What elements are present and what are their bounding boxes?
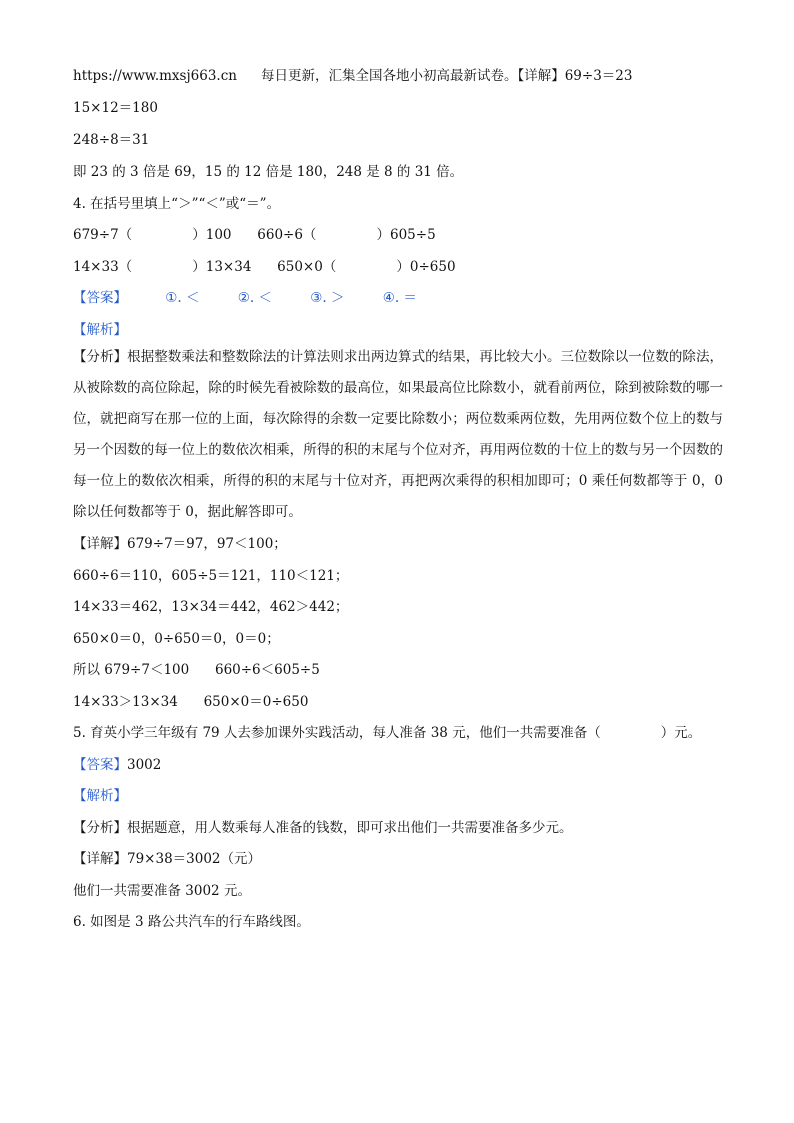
q4-answer-1: ①. ＜ [165, 290, 200, 306]
q3-calc-2: 15×12＝180 [73, 100, 158, 116]
q4-answer-row [73, 289, 417, 307]
q4-detail-4: 650×0＝0，0÷650＝0，0＝0； [73, 631, 280, 647]
q5-answer-row [73, 756, 161, 774]
q3-calc-3: 248÷8＝31 [73, 132, 150, 148]
q5-analysis-text: 【分析】根据题意，用人数乘每人准备的钱数，即可求出他们一共需要准备多少元。 [73, 820, 573, 836]
q4-answer-3: ③. ＞ [310, 290, 345, 306]
site-slogan: 每日更新，汇集全国各地小初高最新试卷。 [260, 68, 518, 84]
q4-detail-1: 【详解】679÷7＝97，97＜100； [73, 536, 287, 552]
q4-answer-4: ④. ＝ [382, 290, 417, 306]
site-link[interactable]: https://www.mxsj663.cn [73, 68, 237, 84]
q5-analysis-label: 【解析】 [73, 788, 127, 804]
q5-detail: 【详解】79×38＝3002（元） [73, 851, 262, 867]
q4-analysis-label: 【解析】 [73, 322, 127, 338]
q3-conclusion: 即 23 的 3 倍是 69，15 的 12 倍是 180，248 是 8 的 31 倍。 [73, 164, 464, 180]
q4-answer-label: 【答案】 [73, 290, 127, 306]
q4-row2: 14×33（ ）13×34 650×0（ ）0÷650 [73, 259, 456, 275]
q4-row1: 679÷7（ ）100 660÷6（ ）605÷5 [73, 227, 436, 243]
q4-answer-2: ②. ＜ [237, 290, 272, 306]
q3-calc-1: 69÷3＝23 [564, 68, 633, 84]
q4-analysis-text: 【分析】根据整数乘法和整数除法的计算法则求出两边算式的结果，再比较大小。三位数除以一位数的除法，从被除数的高位除起，除的时候先看被除数的最高位，如果最高位比除数小，就看前两位，除到被除数的哪一位，就把商写在那一位的上面，每次除得的余数一定要比除数小；两位数乘两位数，先用两位数个位上的数与另一个因数的每一位上的数依次相乘，所得的积的末尾与个位对齐，再用两位数的十位上的数与另一个因数的每一位上的数依次相乘，所得的积的末尾与十位对齐，再把两次乘得的积相加即可；0 乘任何数都等于 0，0 除以任何数都等于 0，据此解答即可。 [73, 349, 723, 520]
q4-detail-6: 14×33＞13×34 650×0＝0÷650 [73, 694, 309, 710]
q5-stem: 5. 育英小学三年级有 79 人去参加课外实践活动，每人准备 38 元，他们一共需要准备（ ）元。 [73, 725, 702, 741]
header-line [73, 67, 632, 85]
q4-detail-2: 660÷6＝110，605÷5＝121，110＜121； [73, 568, 349, 584]
q5-conclusion: 他们一共需要准备 3002 元。 [73, 883, 251, 899]
q4-detail-3: 14×33＝462，13×34＝442，462＞442； [73, 599, 349, 615]
detail-label: 【详解】 [517, 68, 565, 84]
q4-stem: 4. 在括号里填上“＞”“＜”或“＝”。 [73, 196, 281, 212]
q6-stem: 6. 如图是 3 路公共汽车的行车路线图。 [73, 914, 310, 930]
q5-answer-label: 【答案】 [73, 757, 127, 773]
q5-answer: 3002 [127, 757, 162, 773]
q4-detail-5: 所以 679÷7＜100 660÷6＜605÷5 [73, 662, 320, 678]
